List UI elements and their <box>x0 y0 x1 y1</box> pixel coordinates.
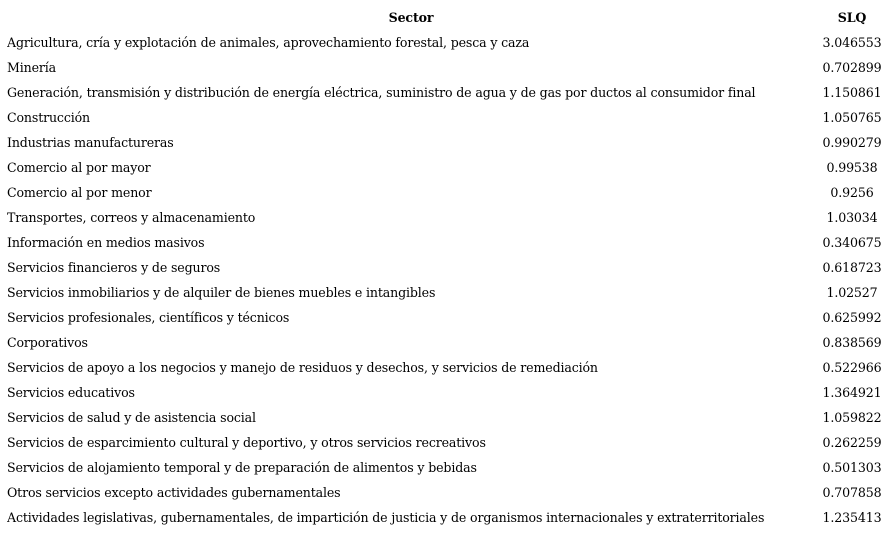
table-row <box>7 255 889 280</box>
sector-cell: Construcción <box>7 110 91 125</box>
sector-cell: Servicios de alojamiento temporal y de preparación de alimentos y bebidas <box>7 460 477 475</box>
table-header <box>7 5 889 30</box>
header-row <box>7 5 889 30</box>
slq-table <box>7 5 889 530</box>
sector-cell: Comercio al por menor <box>7 185 152 200</box>
table-row <box>7 130 889 155</box>
table-row <box>7 330 889 355</box>
sector-cell: Información en medios masivos <box>7 235 205 250</box>
table-row <box>7 155 889 180</box>
sector-cell: Servicios profesionales, científicos y técnicos <box>7 310 290 325</box>
slq-cell: 3.046553 <box>822 35 882 50</box>
sector-cell: Servicios de salud y de asistencia social <box>7 410 256 425</box>
sector-cell: Transportes, correos y almacenamiento <box>7 210 256 225</box>
slq-cell: 1.059822 <box>822 410 882 425</box>
table-row <box>7 55 889 80</box>
table-row <box>7 280 889 305</box>
table-row <box>7 30 889 55</box>
slq-cell: 1.235413 <box>822 510 882 525</box>
slq-cell: 0.625992 <box>822 310 882 325</box>
table-row <box>7 430 889 455</box>
slq-cell: 0.838569 <box>822 335 882 350</box>
table-row <box>7 455 889 480</box>
table-row <box>7 405 889 430</box>
sector-cell: Servicios educativos <box>7 385 135 400</box>
slq-cell: 1.02527 <box>826 285 878 300</box>
table-row <box>7 105 889 130</box>
sector-cell: Corporativos <box>7 335 88 350</box>
table-row <box>7 230 889 255</box>
table-row <box>7 205 889 230</box>
sector-cell: Generación, transmisión y distribución de energía eléctrica, suministro de agua y de gas por ductos al consumidor final <box>7 85 756 100</box>
slq-cell: 0.262259 <box>822 435 882 450</box>
slq-cell: 0.702899 <box>822 60 882 75</box>
table-row <box>7 355 889 380</box>
slq-cell: 0.99538 <box>826 160 878 175</box>
table-body <box>7 30 889 530</box>
sector-cell: Comercio al por mayor <box>7 160 151 175</box>
table-row <box>7 80 889 105</box>
sector-cell: Servicios inmobiliarios y de alquiler de bienes muebles e intangibles <box>7 285 436 300</box>
table-row <box>7 380 889 405</box>
table-row <box>7 505 889 530</box>
sector-cell: Otros servicios excepto actividades gubernamentales <box>7 485 341 500</box>
slq-cell: 1.150861 <box>822 85 882 100</box>
table-row <box>7 480 889 505</box>
sector-column-header: Sector <box>388 10 434 25</box>
slq-cell: 0.522966 <box>822 360 882 375</box>
sector-cell: Minería <box>7 60 56 75</box>
sector-cell: Agricultura, cría y explotación de animales, aprovechamiento forestal, pesca y caza <box>7 35 530 50</box>
slq-cell: 0.501303 <box>822 460 882 475</box>
slq-cell: 1.050765 <box>822 110 882 125</box>
slq-cell: 0.990279 <box>822 135 882 150</box>
sector-cell: Servicios de esparcimiento cultural y deportivo, y otros servicios recreativos <box>7 435 486 450</box>
slq-column-header: SLQ <box>837 10 867 25</box>
slq-cell: 1.364921 <box>822 385 882 400</box>
sector-cell: Servicios de apoyo a los negocios y manejo de residuos y desechos, y servicios de remediación <box>7 360 598 375</box>
slq-cell: 0.618723 <box>822 260 882 275</box>
slq-cell: 0.9256 <box>830 185 874 200</box>
sector-cell: Servicios financieros y de seguros <box>7 260 221 275</box>
slq-cell: 0.340675 <box>822 235 882 250</box>
slq-cell: 1.03034 <box>826 210 878 225</box>
sector-cell: Actividades legislativas, gubernamentales, de impartición de justicia y de organismos internacionales y extraterritoriales <box>7 510 765 525</box>
table-row <box>7 305 889 330</box>
slq-cell: 0.707858 <box>822 485 882 500</box>
table-row <box>7 180 889 205</box>
sector-cell: Industrias manufactureras <box>7 135 174 150</box>
